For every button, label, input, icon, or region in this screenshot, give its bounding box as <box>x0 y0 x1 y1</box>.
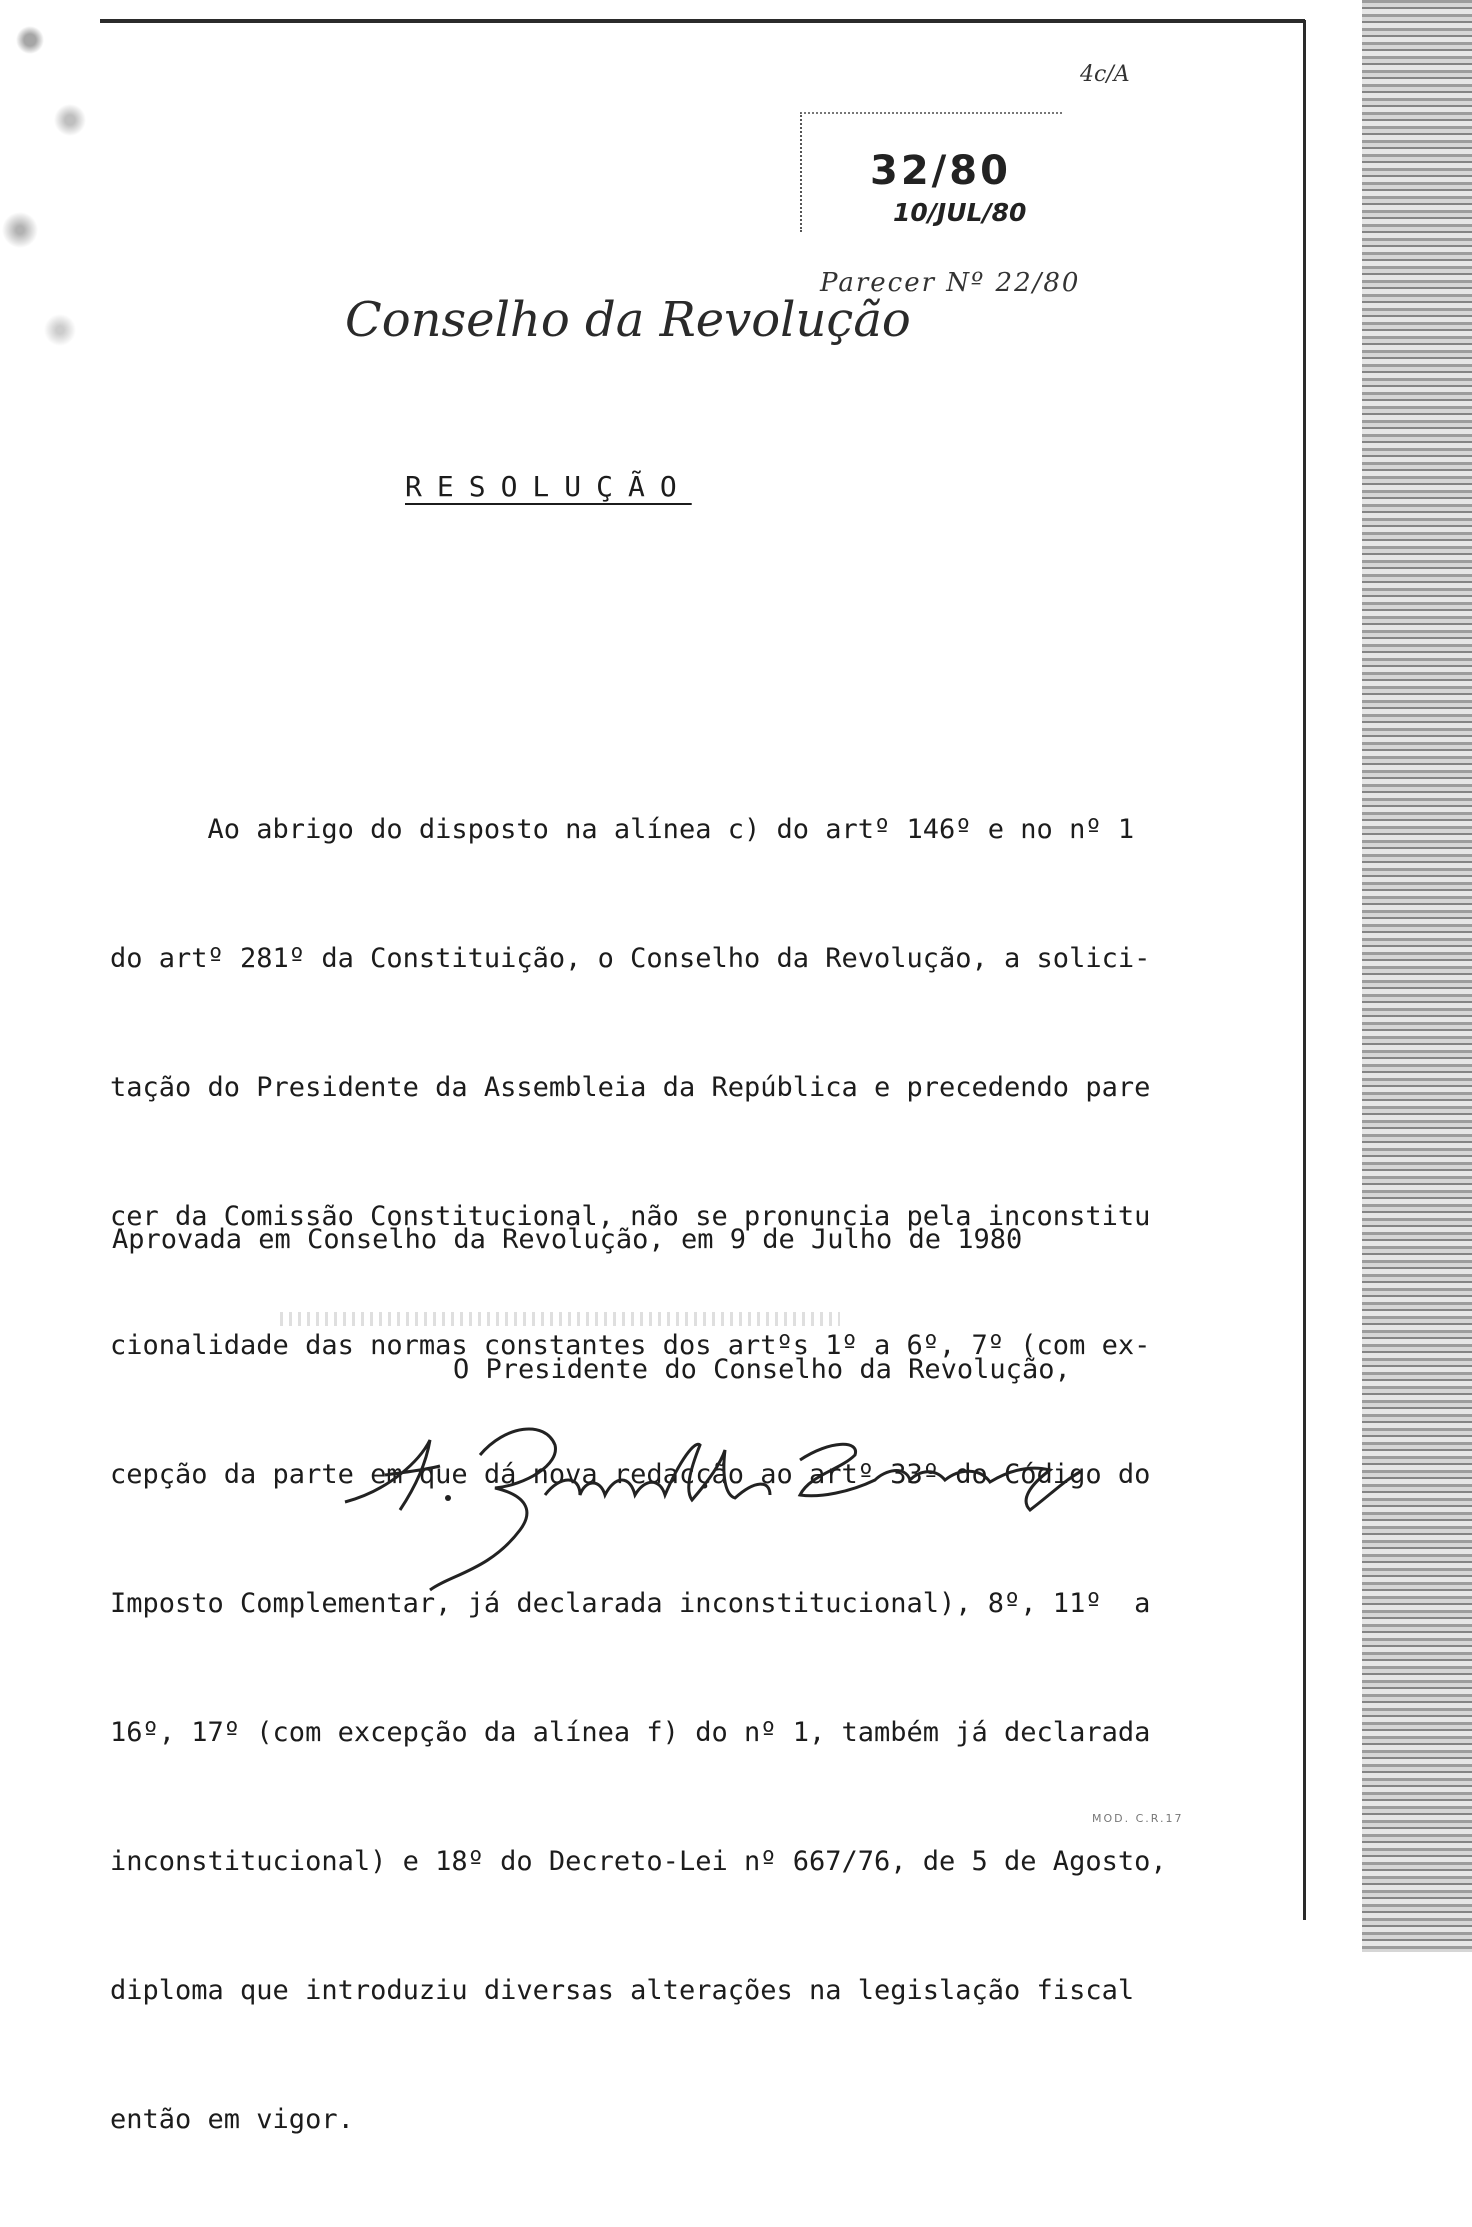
body-line: cepção da parte em que dá nova redacção ao artº 33º do Código do <box>110 1459 1151 1490</box>
scan-smudge <box>280 1312 840 1326</box>
body-line: diploma que introduziu diversas alterações na legislação fiscal <box>110 1975 1135 2006</box>
document-title: RESOLUÇÃO <box>405 470 692 503</box>
handwritten-signature <box>330 1400 1210 1600</box>
letterhead: Conselho da Revolução <box>345 292 911 348</box>
body-line: então em vigor. <box>110 2104 354 2135</box>
handwritten-process-note: Parecer Nº 22/80 <box>820 268 1081 298</box>
body-line: Imposto Complementar, já declarada inconstitucional), 8º, 11º a <box>110 1588 1151 1619</box>
approval-line: Aprovada em Conselho da Revolução, em 9 de Julho de 1980 <box>112 1224 1023 1255</box>
body-line: 16º, 17º (com excepção da alínea f) do nº 1, também já declarada <box>110 1717 1151 1748</box>
right-border-line <box>1303 20 1306 1920</box>
top-border-line <box>100 19 1305 23</box>
body-line: cer da Comissão Constitucional, não se pronuncia pela inconstitu <box>110 1201 1151 1232</box>
signatory-title: O Presidente do Conselho da Revolução, <box>453 1354 1071 1385</box>
body-line: inconstitucional) e 18º do Decreto-Lei nº 667/76, de 5 de Agosto, <box>110 1846 1167 1877</box>
body-line: cionalidade das normas constantes dos artºs 1º a 6º, 7º (com ex- <box>110 1330 1151 1361</box>
stamp-number: 32/80 <box>870 148 1011 194</box>
body-line: Ao abrigo do disposto na alínea c) do artº 146º e no nº 1 <box>110 814 1135 845</box>
stamp-date: 10/JUL/80 <box>893 198 1027 227</box>
corner-handwritten-note: 4c/A <box>1080 62 1130 87</box>
form-code: MOD. C.R.17 <box>1092 1812 1184 1825</box>
body-line: tação do Presidente da Assembleia da República e precedendo pare <box>110 1072 1151 1103</box>
body-line: do artº 281º da Constituição, o Conselho da Revolução, a solici- <box>110 943 1151 974</box>
scan-noise <box>0 0 160 420</box>
scan-edge-shadow <box>1362 0 1472 1952</box>
